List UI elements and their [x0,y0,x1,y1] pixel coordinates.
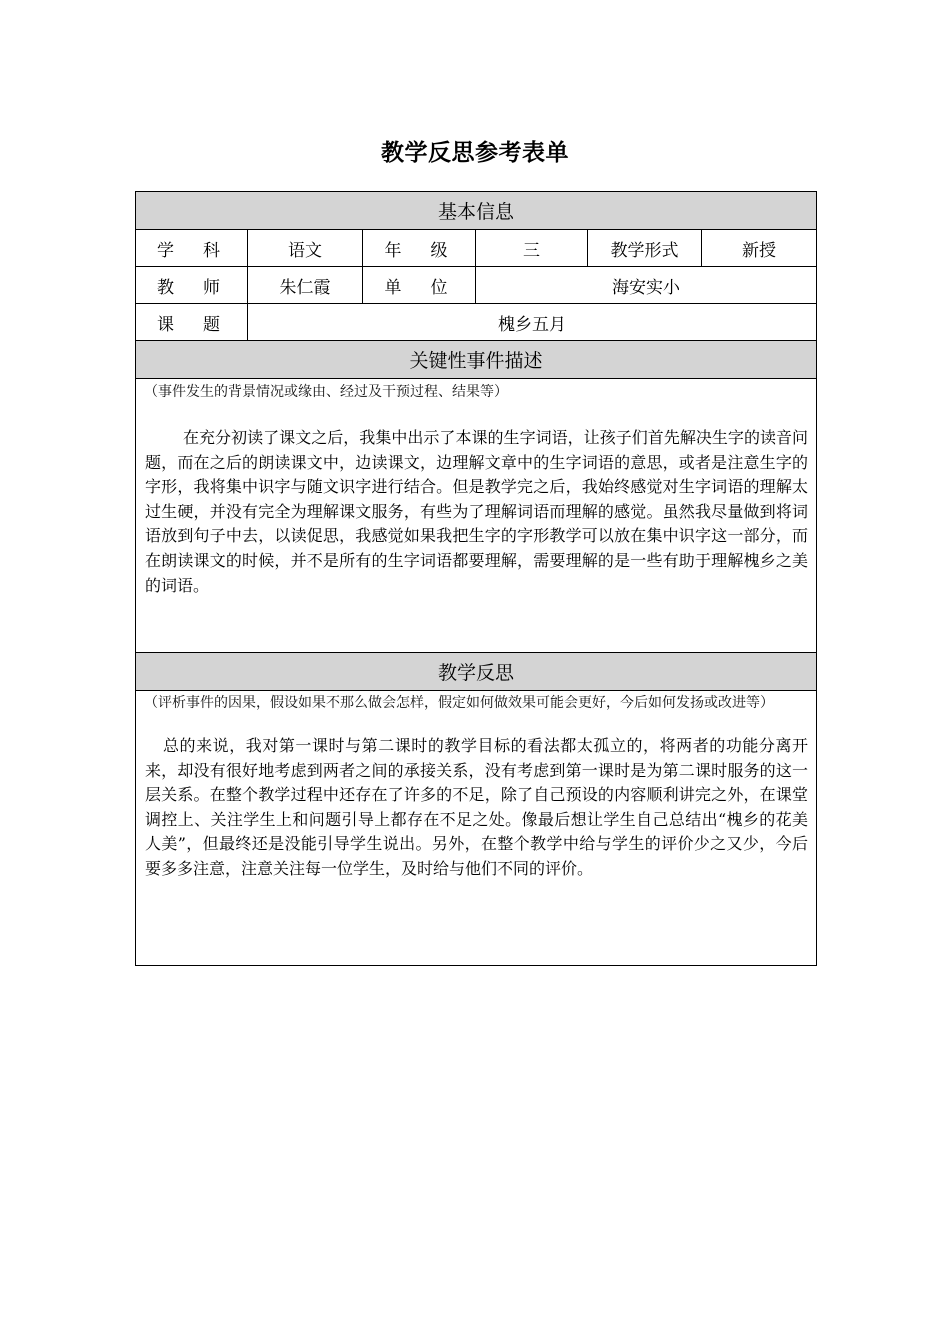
reflection-section [136,691,817,966]
teaching-form-label: 教学形式 [588,230,702,267]
reflection-heading: 教学反思 [136,653,817,691]
grade-value: 三 [476,230,588,267]
event-body-text: 在充分初读了课文之后，我集中出示了本课的生字词语，让孩子们首先解决生字的读音问题，而在之后的朗读课文中，边读课文，边理解文章中的生字词语的意思，或者是注意生字的字形，我将集中识字与随文识字进行结合。但是教学完之后，我始终感觉对生字词语的理解太过生硬，并没有完全为理解课文服务，有些为了理解词语而理解的感觉。虽然我尽量做到将词语放到句子中去，以读促思，我感觉如果我把生字的字形教学可以放在集中识字这一部分，而在朗读课文的时候，并不是所有的生字词语都要理解，需要理解的是一些有助于理解槐乡之美的词语。 [145,428,809,595]
basic-info-heading: 基本信息 [136,192,817,230]
unit-label: 单 位 [363,267,476,304]
grade-label: 年 级 [363,230,476,267]
event-heading: 关键性事件描述 [136,341,817,379]
topic-value: 槐乡五月 [248,304,817,341]
unit-value: 海安实小 [476,267,817,304]
teacher-value: 朱仁霞 [248,267,363,304]
subject-label: 学 科 [136,230,248,267]
page-title: 教学反思参考表单 [381,140,569,166]
teacher-label: 教 师 [136,267,248,304]
teaching-form-value: 新授 [702,230,817,267]
reflection-form-table [135,191,817,966]
event-section [136,379,817,653]
topic-label: 课 题 [136,304,248,341]
subject-value: 语文 [248,230,363,267]
reflection-note: （评析事件的因果，假设如果不那么做会怎样，假定如何做效果可能会更好，今后如何发扬或改进等） [144,695,774,711]
event-note: （事件发生的背景情况或缘由、经过及干预过程、结果等） [144,384,508,400]
reflection-body-text: 总的来说，我对第一课时与第二课时的教学目标的看法都太孤立的，将两者的功能分离开来，却没有很好地考虑到两者之间的承接关系，没有考虑到第一课时是为第二课时服务的这一层关系。在整个教学过程中还存在了许多的不足，除了自己预设的内容顺利讲完之外，在课堂调控上、关注学生上和问题引导上都存在不足之处。像最后想让学生自己总结出“槐乡的花美人美”，但最终还是没能引导学生说出。另外，在整个教学中给与学生的评价少之又少，今后要多多注意，注意关注每一位学生，及时给与他们不同的评价。 [145,736,809,878]
